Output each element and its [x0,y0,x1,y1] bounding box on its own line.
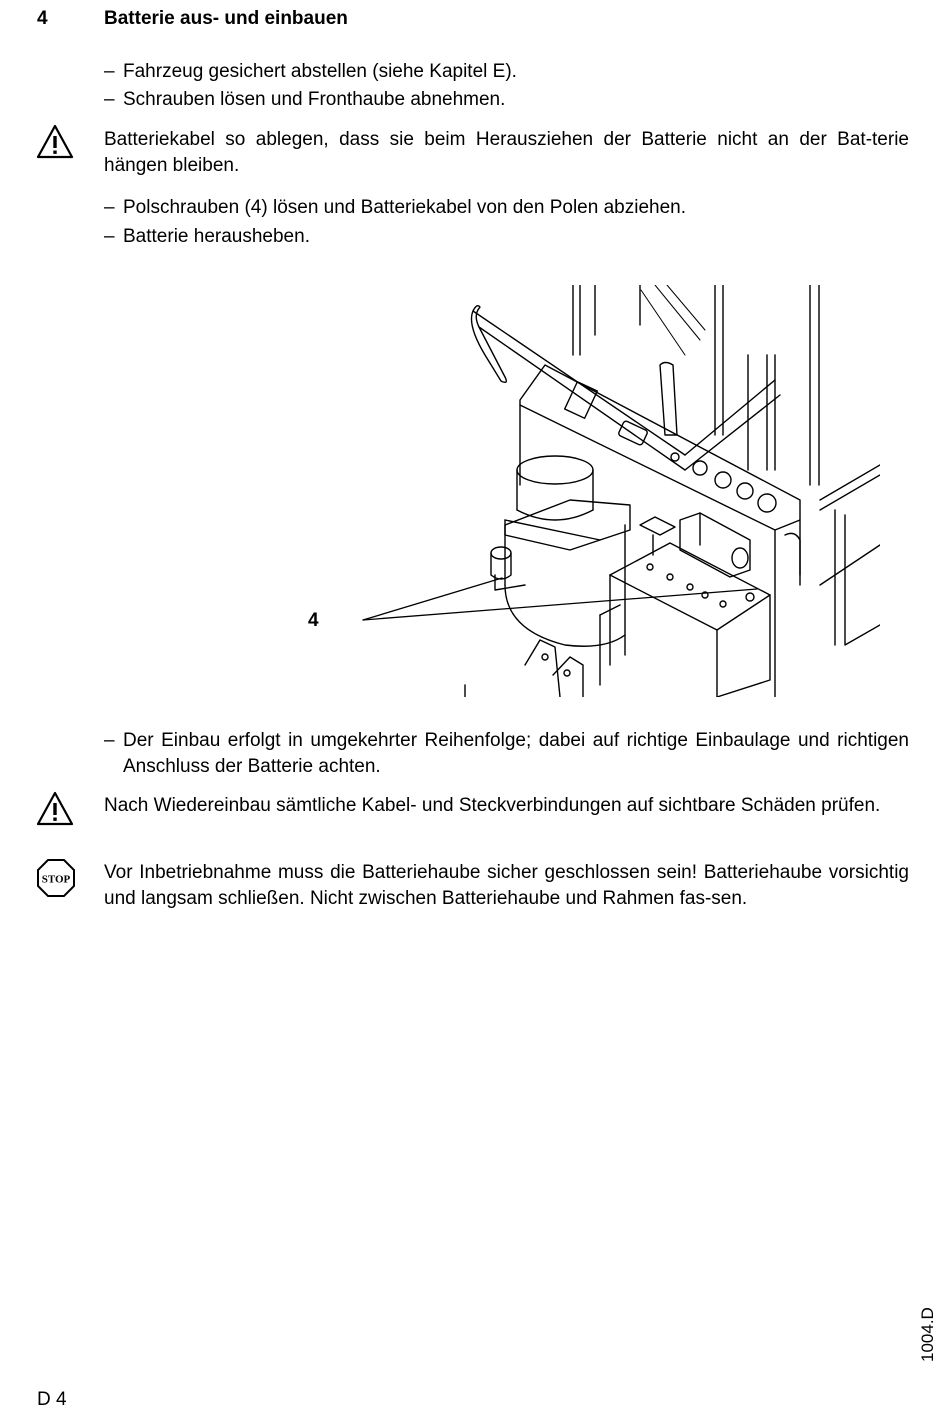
handle-bar [472,306,781,470]
section-title: Batterie aus- und einbauen [104,8,348,29]
step-text: Der Einbau erfolgt in umgekehrter Reihenfolge; dabei auf richtige Einbaulage und richtigen Anschluss der Batterie achten. [123,730,909,777]
section-number: 4 [37,8,48,29]
document-code: 1004.D [918,1307,937,1362]
motor-cylinder [505,456,630,655]
battery-illustration [355,285,880,697]
warning-triangle-icon [36,791,74,827]
stop-note-hood-closed: Vor Inbetriebnahme muss die Batteriehaube sicher geschlossen sein! Batteriehaube vorsichtig und langsam schließen. Nicht zwischen Batteriehaube und Rahmen fas-sen. [104,862,909,909]
warning-triangle-icon [36,124,74,160]
step-secure-vehicle [104,59,909,85]
contactor-box [640,513,750,577]
figure-callout-4: 4 [308,610,319,631]
side-frame [785,465,880,645]
bottom-brackets [465,640,583,697]
step-text: Polschrauben (4) lösen und Batteriekabel von den Polen abziehen. [123,197,686,218]
warning-cable-placement: Batteriekabel so ablegen, dass sie beim Herausziehen der Batterie nicht an der Bat-terie hängen bleiben. [104,129,909,176]
callout-leader-lines [363,578,757,620]
page-number: D 4 [37,1389,67,1410]
mast-frame [573,285,819,485]
step-text: Batterie herausheben. [123,226,310,247]
step-loosen-pole-screws [104,195,909,221]
step-remove-hood [104,87,909,113]
step-text: Schrauben lösen und Fronthaube abnehmen. [123,89,506,110]
dash-marker: – [104,730,115,751]
pole-clamp-left [491,547,525,590]
step-lift-battery [104,224,909,250]
dash-marker: – [104,89,115,110]
control-panel [520,365,800,697]
dash-marker: – [104,226,115,247]
dash-marker: – [104,197,115,218]
warning-check-connections: Nach Wiedereinbau sämtliche Kabel- und Steckverbindungen auf sichtbare Schäden prüfen. [104,795,881,816]
step-reinstall [104,728,909,780]
stop-icon-label: STOP [41,873,71,886]
stop-octagon-icon [36,858,76,898]
step-text: Fahrzeug gesichert abstellen (siehe Kapitel E). [123,61,517,82]
dash-marker: – [104,61,115,82]
